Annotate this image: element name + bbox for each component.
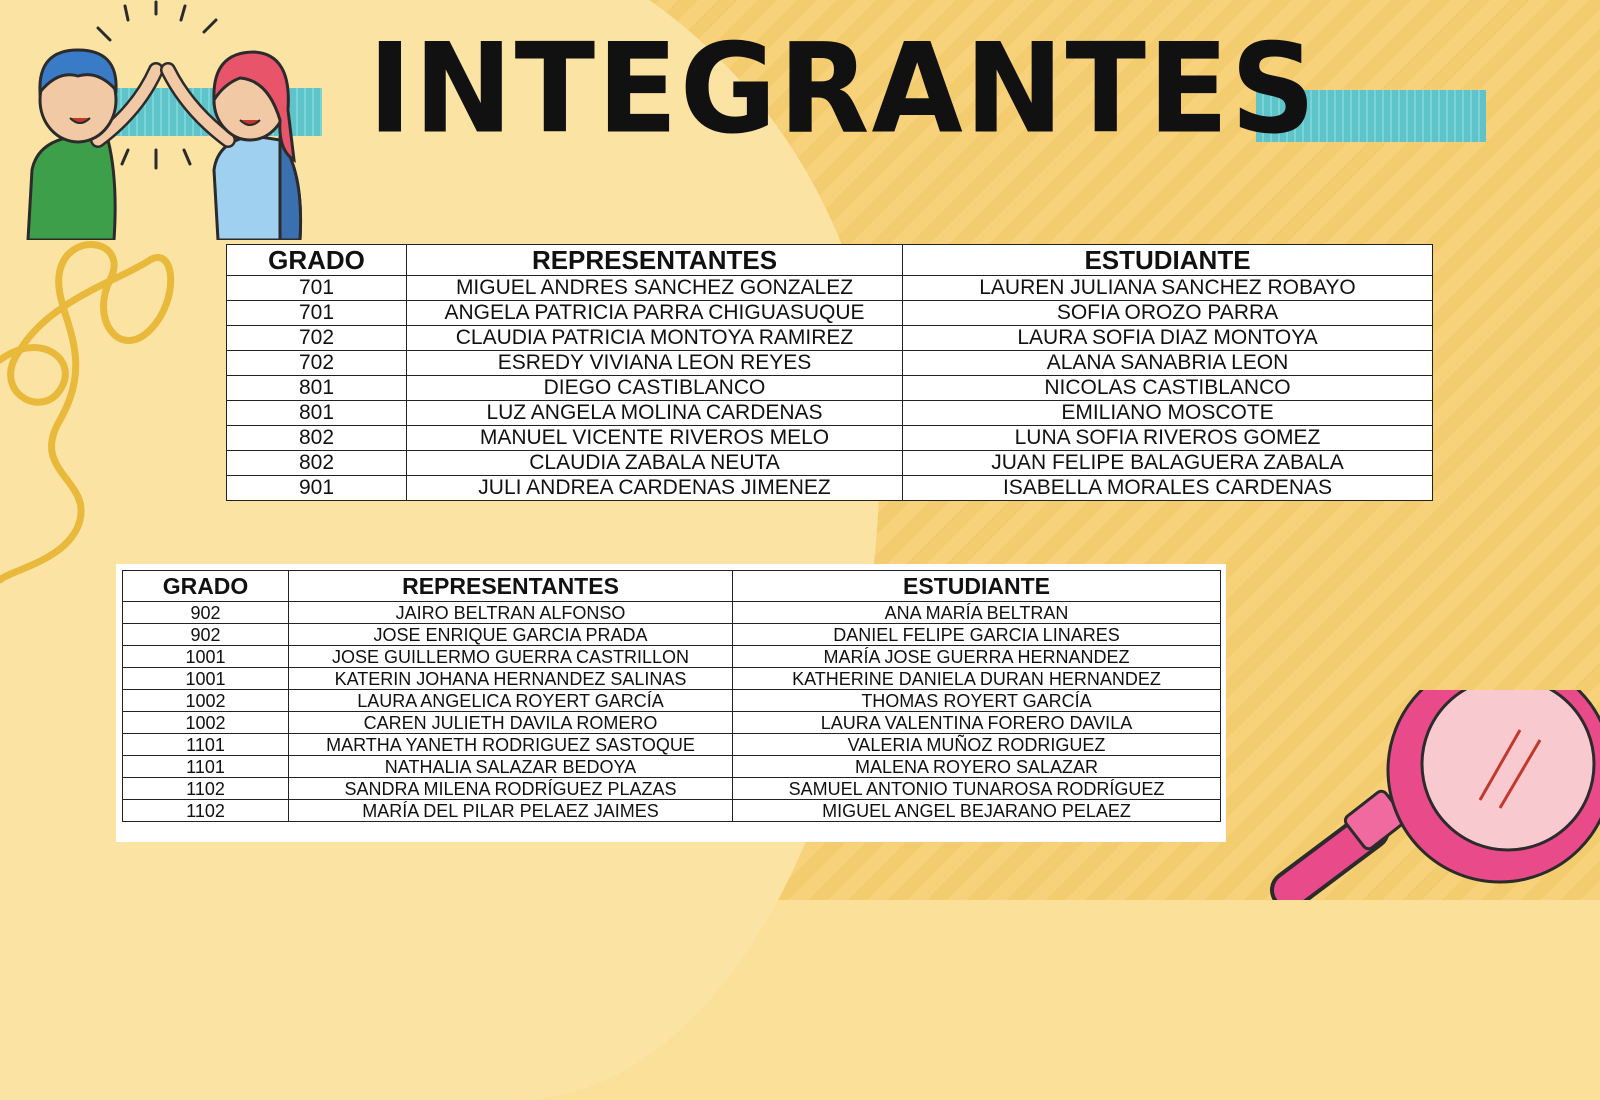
squiggle-line-decoration (0, 240, 190, 600)
cell-estudiante: MARÍA JOSE GUERRA HERNANDEZ (733, 646, 1221, 668)
cell-grado: 801 (227, 376, 407, 401)
roster-table-top (226, 244, 1433, 501)
cell-representante: LUZ ANGELA MOLINA CARDENAS (407, 401, 903, 426)
cell-representante: NATHALIA SALAZAR BEDOYA (289, 756, 733, 778)
cell-grado: 801 (227, 401, 407, 426)
cell-estudiante: LAURA VALENTINA FORERO DAVILA (733, 712, 1221, 734)
cell-estudiante: NICOLAS CASTIBLANCO (903, 376, 1433, 401)
cell-grado: 1101 (123, 734, 289, 756)
header-estudiante: ESTUDIANTE (733, 571, 1221, 602)
cell-estudiante: ALANA SANABRIA LEON (903, 351, 1433, 376)
cell-representante: CAREN JULIETH DAVILA ROMERO (289, 712, 733, 734)
table-row (227, 351, 1433, 376)
cell-representante: JULI ANDREA CARDENAS JIMENEZ (407, 476, 903, 501)
cell-grado: 1002 (123, 690, 289, 712)
table-row (227, 326, 1433, 351)
cell-representante: DIEGO CASTIBLANCO (407, 376, 903, 401)
cell-grado: 1101 (123, 756, 289, 778)
cell-estudiante: THOMAS ROYERT GARCÍA (733, 690, 1221, 712)
cell-representante: MIGUEL ANDRES SANCHEZ GONZALEZ (407, 276, 903, 301)
table-header-row (227, 245, 1433, 276)
header-representantes: REPRESENTANTES (289, 571, 733, 602)
table-row (227, 451, 1433, 476)
cell-estudiante: SAMUEL ANTONIO TUNAROSA RODRÍGUEZ (733, 778, 1221, 800)
cell-estudiante: VALERIA MUÑOZ RODRIGUEZ (733, 734, 1221, 756)
table-row (123, 602, 1221, 624)
header-estudiante: ESTUDIANTE (903, 245, 1433, 276)
table-header-row (123, 571, 1221, 602)
cell-representante: KATERIN JOHANA HERNANDEZ SALINAS (289, 668, 733, 690)
table-row (123, 646, 1221, 668)
table-row (227, 401, 1433, 426)
cell-grado: 1001 (123, 646, 289, 668)
table-row (227, 426, 1433, 451)
cell-representante: MARTHA YANETH RODRIGUEZ SASTOQUE (289, 734, 733, 756)
cell-grado: 1002 (123, 712, 289, 734)
cell-grado: 1102 (123, 800, 289, 822)
cell-grado: 902 (123, 624, 289, 646)
cell-estudiante: JUAN FELIPE BALAGUERA ZABALA (903, 451, 1433, 476)
cell-representante: LAURA ANGELICA ROYERT GARCÍA (289, 690, 733, 712)
table-row (123, 624, 1221, 646)
cell-estudiante: LAUREN JULIANA SANCHEZ ROBAYO (903, 276, 1433, 301)
table-row (123, 690, 1221, 712)
table-row (123, 712, 1221, 734)
cell-estudiante: DANIEL FELIPE GARCIA LINARES (733, 624, 1221, 646)
cell-estudiante: SOFIA OROZO PARRA (903, 301, 1433, 326)
cell-grado: 1001 (123, 668, 289, 690)
cell-estudiante: MALENA ROYERO SALAZAR (733, 756, 1221, 778)
cell-representante: JOSE ENRIQUE GARCIA PRADA (289, 624, 733, 646)
cell-grado: 802 (227, 451, 407, 476)
header-grado: GRADO (123, 571, 289, 602)
table-row (227, 276, 1433, 301)
cell-grado: 702 (227, 351, 407, 376)
cell-representante: JOSE GUILLERMO GUERRA CASTRILLON (289, 646, 733, 668)
table-row (123, 800, 1221, 822)
cell-estudiante: ANA MARÍA BELTRAN (733, 602, 1221, 624)
cell-representante: CLAUDIA PATRICIA MONTOYA RAMIREZ (407, 326, 903, 351)
cell-grado: 701 (227, 276, 407, 301)
roster-table-bottom (122, 570, 1221, 822)
cell-estudiante: EMILIANO MOSCOTE (903, 401, 1433, 426)
cell-grado: 802 (227, 426, 407, 451)
header-representantes: REPRESENTANTES (407, 245, 903, 276)
cell-grado: 701 (227, 301, 407, 326)
cell-grado: 901 (227, 476, 407, 501)
table-row (123, 778, 1221, 800)
cell-estudiante: KATHERINE DANIELA DURAN HERNANDEZ (733, 668, 1221, 690)
table-row (123, 734, 1221, 756)
cell-grado: 902 (123, 602, 289, 624)
table-row (227, 376, 1433, 401)
cell-representante: CLAUDIA ZABALA NEUTA (407, 451, 903, 476)
cell-grado: 1102 (123, 778, 289, 800)
cell-representante: SANDRA MILENA RODRÍGUEZ PLAZAS (289, 778, 733, 800)
cell-estudiante: LAURA SOFIA DIAZ MONTOYA (903, 326, 1433, 351)
cell-representante: JAIRO BELTRAN ALFONSO (289, 602, 733, 624)
cell-grado: 702 (227, 326, 407, 351)
cell-estudiante: ISABELLA MORALES CARDENAS (903, 476, 1433, 501)
cell-representante: ESREDY VIVIANA LEON REYES (407, 351, 903, 376)
high-five-people-illustration (18, 0, 318, 240)
table-row (123, 668, 1221, 690)
cell-estudiante: MIGUEL ANGEL BEJARANO PELAEZ (733, 800, 1221, 822)
cell-representante: MARÍA DEL PILAR PELAEZ JAIMES (289, 800, 733, 822)
table-row (123, 756, 1221, 778)
table-row (227, 301, 1433, 326)
header-grado: GRADO (227, 245, 407, 276)
table-row (227, 476, 1433, 501)
page-title: INTEGRANTES (368, 16, 1318, 161)
cell-representante: ANGELA PATRICIA PARRA CHIGUASUQUE (407, 301, 903, 326)
cell-estudiante: LUNA SOFIA RIVEROS GOMEZ (903, 426, 1433, 451)
magnifying-glass-illustration (1230, 690, 1600, 900)
cell-representante: MANUEL VICENTE RIVEROS MELO (407, 426, 903, 451)
